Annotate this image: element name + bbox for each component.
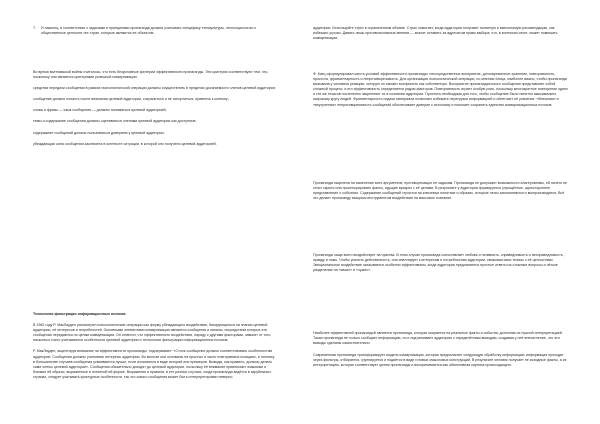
continuation-paragraph: аудитории. Используйте стрех в ограниченном объеме. Страх помогает, когда аудитории получают понятную и выполнимую рекомендацию, как избежать угрозы. Давать лишь противоположные мнения — значит оставить за адресатом право выбора, что, в конечном итоге, может помешать коммуникации. — [313, 26, 558, 41]
kats-paragraph: Ф. Катц сформулировал шесть условий эффективности пропаганды: непосредственное восприятие, долговременное хранение, повторяемость, простота, фрагментарность и непротиворечивость. Для организации психологической операции, по мнению Катца, наиболее важно, чтобы пропаганда вызывала у человека реакцию, которую он сможет воспринять как собственную. Восприятие пропагандистского сообщения представляет собой сложный процесс, и его эффективность определяется рядом факторов. Повторяемость играет особую роль, поскольку многократное повторение одних и тех же тезисов постепенно закрепляет их в сознании аудитории. Простота необходима для того, чтобы сообщение было понятно максимально широкому кругу людей. Фрагментарность подачи материала позволяет избежать перегрузки информацией и облегчает её усвоение. «Внешняя» и «внутренняя» непротиворечивость сообщений обеспечивает доверие к источнику и помогает сохранить единство коммуникационных потоков. — [313, 72, 568, 107]
modern-block — [313, 331, 569, 369]
numbered-list — [33, 26, 277, 36]
criteria-item: убеждающая сила сообщения заключена в контексте ситуации, в которой оно получено целевой аудиторией. — [33, 141, 217, 146]
list-item-text: И наконец, в соответствии с задачами и принципами пропаганда должна учитывать специфику этнокультуры, этносоциологии и общественные ценности тех стран, которые являются ее объектом. — [41, 26, 256, 36]
modern-paragraph: Современная пропаганда трансформирует модель коммуникации, которая предполагает следующую обработку информации: информация проходит через фильтры, отбирается, группируется и подаётся в виде готовых смысловых конструкций. В результате человек получает не исходные факты, а их интерпретацию, которая соответствует целям пропаганды и воспринимается как объективная картина происходящего. — [313, 353, 567, 368]
section-heading: Технология фильтрации информационных потоков. — [33, 312, 127, 316]
emotion-paragraph: Пропаганда чаще всего воздействует на чувства. В этом случае пропаганда сопоставляет любовь и ненависть, справедливость и несправедливость, правду и ложь. Чтобы усилить действенность, она апеллирует к интересам и потребностям аудитории, связывая свои тезисы с её ценностями. Эмоциональное воздействие оказывается особенно эффективным, когда аудитории предлагаются простые ответы на сложные вопросы и чёткое разделение на «своих» и «чужих». — [313, 253, 564, 273]
orientation-block — [313, 181, 569, 201]
emotion-block — [313, 253, 569, 273]
criteria-section — [33, 70, 277, 147]
section-paragraph: В 1982 году Р. МакЛауден рассмотрел психологические операции как форму убеждающего воздействия, базирующегося на знании целевой аудитории, её интересов и потребностей. Основными элементами коммуникации являются сообщения и каналы, посредством которых эти сообщения передаются по целям коммуникации. Он отметил, что эффективность воздействия, наряду с другими факторами, зависит от того, насколько точно учитываются особенности целевой аудитории и технологии фильтрации информационных потоков. — [33, 323, 272, 343]
left-column — [33, 26, 277, 424]
criteria-item: средства передачи сообщения в рамках психологической операции должны осуществлять в пределах досягаемости членов целевой аудитории; — [33, 86, 276, 91]
kats-block — [313, 72, 569, 108]
criteria-item: содержание сообщений должно пользоваться доверием у целевой аудитории; — [33, 130, 165, 135]
modern-paragraph: Наиболее эффективной пропагандой является пропаганда, которая опирается на реальные факты и события, дополняя их нужной интерпретацией. Такая пропаганда не только сообщает информацию, но и подталкивает аудиторию к определённым выводам, создавая у неё впечатление, что эти выводы сделаны самостоятельно. — [313, 331, 563, 346]
criteria-item: слова и фразы — язык сообщения — должны пониматься целевой аудиторией; — [33, 108, 167, 113]
orientation-paragraph: Пропаганда нацелена на изменение всех аргументов, противоречащих ее задачам. Пропаганда не допускает возможности альтернативы, ей ничего не стоит скрыть или проигнорировать факты, идущие вразрез с её целями. В результате у аудитории формируется упрощённое, одностороннее представление о событиях. Содержание сообщений строится на ключевых понятиях и образах, которые легко запоминаются и воспроизводятся. Всё это делает пропаганду мощным инструментом воздействия на массовое сознание. — [313, 181, 567, 201]
list-item — [33, 26, 277, 36]
criteria-item: темы и содержание сообщения должны оцениваться членами целевой аудитории как доступные; — [33, 119, 197, 124]
criteria-intro: Во время вьетнамской войны считалось, что есть безусловные критерии эффективности пропаганды. Эти критерии соответствуют тем, что, поскольку они являются критериями успешной коммуникации: — [33, 70, 269, 80]
list-number: 7. — [33, 26, 36, 30]
right-column — [313, 26, 569, 424]
continuation-block — [313, 26, 569, 41]
criteria-item: сообщение должно попасть после внимания целевой аудитории, сохраниться и не испортиться, привлечь к коннону; — [33, 97, 229, 102]
section-paragraph: Р. МакЛауден, акцентируя внимание на эффективности пропаганды, подчеркивает: «Столь сообщение должно соответствовать особенностям аудитории. Сообщения должны учитывать интересы аудитории. Во многом они основаны на простых и часто повторяемых позициях, и поэтому в большинстве случаев сообщения усваиваются лучше, если излагаются в виде историй или примеров. Выводы, как правило, должны делать сами члены целевой аудитории». Сообщения обязательно доходят до целевой аудитории, поскольку её внимание привлекают знакомые и близкие ей образы, выраженные в понятной ей форме. Выражения и правила, в тех разных случаях, когда пропаганда ведётся в зарубежных странах, следует учитывать культурные особенности, так что смысл сообщения может быть интерпретирован неверно. — [33, 349, 275, 379]
filtering-section — [33, 312, 277, 380]
